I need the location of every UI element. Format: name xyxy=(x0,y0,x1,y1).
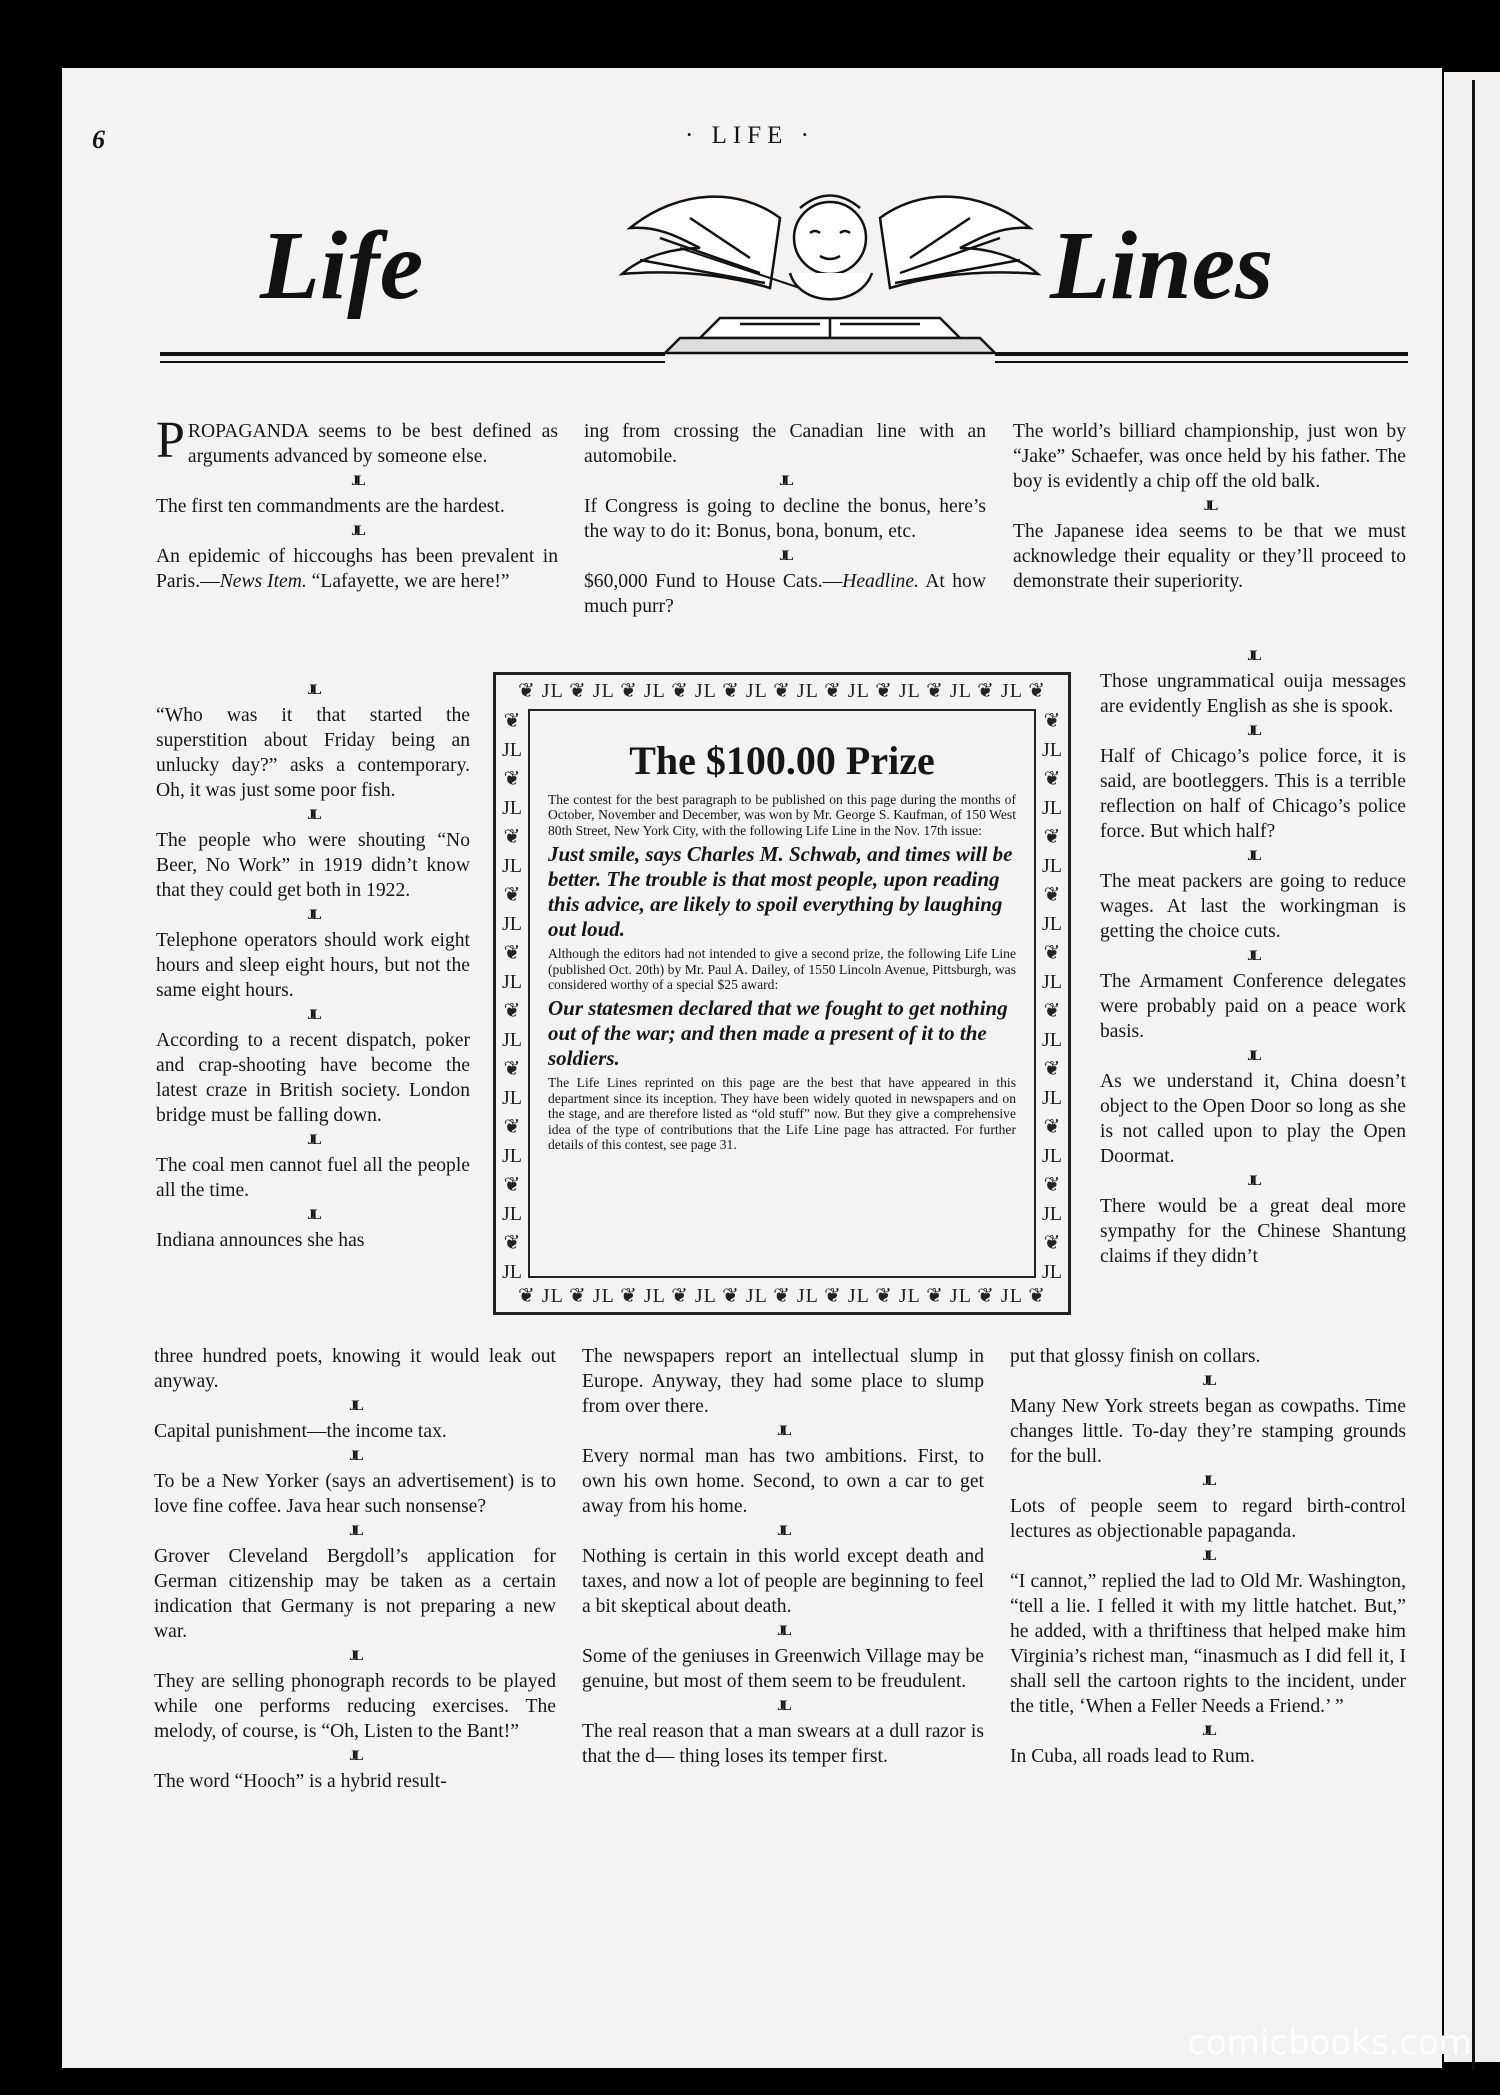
life-line: The people who were shouting “No Beer, No Work” in 1919 didn’t know that they could get both in 1922. xyxy=(156,830,470,901)
life-line: In Cuba, all roads lead to Rum. xyxy=(1010,1746,1255,1767)
column-2-bottom xyxy=(582,1344,984,1769)
winning-life-line: Just smile, says Charles M. Schwab, and times will be better. The trouble is that most people, upon reading this advice, are likely to spoil everything by laughing out loud. xyxy=(548,842,1013,942)
separator: JL xyxy=(1202,1373,1214,1389)
life-line: An epidemic of hiccoughs has been prevalent in Paris.—News Item. “Lafayette, we are here!” xyxy=(156,546,558,592)
life-line: Those ungrammatical ouija messages are evidently English as she is spook. xyxy=(1100,671,1406,717)
column-3-bottom xyxy=(1010,1344,1406,1769)
life-line: The Japanese idea seems to be that we must acknowledge their equality or they’ll proceed to demonstrate their superiority. xyxy=(1013,521,1406,592)
life-line: “I cannot,” replied the lad to Old Mr. Washington, “tell a lie. I felled it with my little hatchet. But,” he added, with a thriftiness that helped make him Virginia’s richest man, “inasmuch as I did fell it, I shall sell the cartoon rights to the incident, under the title, ‘When a Feller Needs a Friend.’ ” xyxy=(1010,1571,1406,1717)
life-line: The word “Hooch” is a hybrid result- xyxy=(154,1771,447,1792)
cherub-illustration xyxy=(622,196,1038,354)
life-line: “Who was it that started the superstition about Friday being an unlucky day?” asks a contemporary. Oh, it was just some poor fish. xyxy=(156,705,470,801)
life-line: put that glossy finish on collars. xyxy=(1010,1346,1261,1367)
separator: JL xyxy=(1247,1048,1259,1064)
running-head: · LIFE · xyxy=(685,122,815,149)
prize-box xyxy=(493,672,1071,1315)
separator: JL xyxy=(777,1423,789,1439)
life-line: The coal men cannot fuel all the people all the time. xyxy=(156,1155,470,1201)
life-line: The real reason that a man swears at a dull razor is that the d— thing loses its temper first. xyxy=(582,1721,984,1767)
life-line: According to a recent dispatch, poker and crap-shooting have become the latest craze in British society. London bridge must be falling down. xyxy=(156,1030,470,1126)
life-line: The first ten commandments are the hardest. xyxy=(156,496,505,517)
second-prize-intro: Although the editors had not intended to give a second prize, the following Life Line (published Oct. 20th) by Mr. Paul A. Dailey, of 1550 Lincoln Avenue, Pittsburgh, was considered worthy of a special $25 award: xyxy=(548,946,1016,993)
life-line: To be a New Yorker (says an advertisement) is to love fine coffee. Java hear such nonsense? xyxy=(154,1471,556,1517)
life-line: Grover Cleveland Bergdoll’s application for German citizenship may be taken as a certain indication that Germany is not preparing a new war. xyxy=(154,1546,556,1642)
life-line: The Armament Conference delegates were probably paid on a peace work basis. xyxy=(1100,971,1406,1042)
separator: JL xyxy=(351,473,363,489)
separator: JL xyxy=(1202,1548,1214,1564)
separator: JL xyxy=(1247,948,1259,964)
separator: JL xyxy=(779,473,791,489)
prize-intro: The contest for the best paragraph to be published on this page during the months of October, November and December, was won by Mr. George S. Kaufman, of 150 West 80th Street, New York City, with the following Life Line in the Nov. 17th issue: xyxy=(548,792,1016,838)
separator: JL xyxy=(1202,1473,1214,1489)
column-1-narrow xyxy=(156,678,470,1253)
column-1-top xyxy=(156,412,558,594)
separator: JL xyxy=(307,1132,319,1148)
page-number: 6 xyxy=(92,125,105,154)
life-line: Telephone operators should work eight hours and sleep eight hours, but not the same eight hours. xyxy=(156,930,470,1001)
life-lines-banner xyxy=(160,178,1408,378)
separator: JL xyxy=(1203,498,1216,514)
separator: JL xyxy=(1247,848,1259,864)
life-line: $60,000 Fund to House Cats.—Headline. At how much purr? xyxy=(584,571,986,617)
ornamental-border-right: ❦ JL ❦ JL ❦ JL ❦ JL ❦ JL ❦ JL ❦ JL ❦ JL ❦ JL ❦ JL xyxy=(1042,710,1062,1280)
life-line: Nothing is certain in this world except death and taxes, and now a lot of people are beginning to feel a bit skeptical about death. xyxy=(582,1546,984,1617)
separator: JL xyxy=(777,1623,789,1639)
life-line: Some of the geniuses in Greenwich Village may be genuine, but most of them seem to be freudulent. xyxy=(582,1646,984,1692)
separator: JL xyxy=(307,682,319,698)
ornamental-border-left: ❦ JL ❦ JL ❦ JL ❦ JL ❦ JL ❦ JL ❦ JL ❦ JL ❦ JL ❦ JL xyxy=(502,710,522,1280)
life-line: Capital punishment—the income tax. xyxy=(154,1421,447,1442)
separator: JL xyxy=(779,548,791,564)
separator: JL xyxy=(349,1448,361,1464)
life-line: As we understand it, China doesn’t object to the Open Door so long as she is not called upon to play the Open Doormat. xyxy=(1100,1071,1406,1167)
life-line: There would be a great deal more sympathy for the Chinese Shantung claims if they didn’t xyxy=(1100,1196,1406,1267)
column-2-top xyxy=(584,419,986,619)
life-line: The world’s billiard championship, just won by “Jake” Schaefer, was once held by his father. The boy is evidently a chip off the old balk. xyxy=(1013,421,1406,492)
life-line: PROPAGANDA seems to be best defined as arguments advanced by someone else. xyxy=(156,412,558,469)
banner-word-left: Life xyxy=(260,212,424,320)
separator: JL xyxy=(777,1698,789,1714)
ornamental-border-bottom: ❦ JL ❦ JL ❦ JL ❦ JL ❦ JL ❦ JL ❦ JL ❦ JL ❦ JL ❦ JL ❦ xyxy=(518,1285,1046,1307)
separator: JL xyxy=(1247,723,1259,739)
separator: JL xyxy=(307,807,319,823)
life-line: Indiana announces she has xyxy=(156,1230,365,1251)
prize-body xyxy=(548,792,1016,1152)
column-3-narrow xyxy=(1100,644,1406,1269)
life-line: The newspapers report an intellectual slump in Europe. Anyway, they had some place to slump from over there. xyxy=(582,1346,984,1417)
life-line: three hundred poets, knowing it would leak out anyway. xyxy=(154,1346,556,1392)
column-3-top xyxy=(1013,419,1406,594)
source-watermark: comicbooks.com xyxy=(1187,2023,1472,2063)
life-line: If Congress is going to decline the bonus, here’s the way to do it: Bonus, bona, bonum, etc. xyxy=(584,496,986,542)
separator: JL xyxy=(307,907,319,923)
separator: JL xyxy=(349,1523,361,1539)
banner-rules xyxy=(160,354,1408,362)
prize-note: The Life Lines reprinted on this page are the best that have appeared in this department since its inception. They have been widely quoted in newspapers and on the stage, and are therefore listed as “old stuff” now. But they give a comprehensive idea of the type of contributions that the Life Line page has attracted. For further details of this contest, see page 31. xyxy=(548,1075,1016,1153)
life-line: Half of Chicago’s police force, it is said, are bootleggers. This is a terrible reflection on half of Chicago’s police force. But which half? xyxy=(1100,746,1406,842)
prize-title: The $100.00 Prize xyxy=(629,738,935,783)
separator: JL xyxy=(1247,1173,1259,1189)
separator: JL xyxy=(349,1398,361,1414)
separator: JL xyxy=(1247,648,1259,664)
life-line: Many New York streets began as cowpaths. Time changes little. To-day they’re stamping grounds for the bull. xyxy=(1010,1396,1406,1467)
banner-word-right: Lines xyxy=(1050,212,1274,320)
separator: JL xyxy=(349,1648,361,1664)
facing-page-rule xyxy=(1472,80,1485,2070)
column-1-bottom xyxy=(154,1344,556,1794)
life-line: ing from crossing the Canadian line with an automobile. xyxy=(584,421,986,467)
drop-cap: P xyxy=(156,412,185,469)
ornamental-border-top: ❦ JL ❦ JL ❦ JL ❦ JL ❦ JL ❦ JL ❦ JL ❦ JL ❦ JL ❦ JL ❦ xyxy=(518,680,1046,702)
separator: JL xyxy=(307,1207,319,1223)
separator: JL xyxy=(777,1523,789,1539)
separator: JL xyxy=(307,1007,319,1023)
separator: JL xyxy=(349,1748,361,1764)
life-line: Lots of people seem to regard birth-control lectures as objectionable papaganda. xyxy=(1010,1496,1406,1542)
separator: JL xyxy=(351,523,363,539)
separator: JL xyxy=(1202,1723,1214,1739)
second-life-line: Our statesmen declared that we fought to get nothing out of the war; and then made a present of it to the soldiers. xyxy=(548,996,1008,1071)
life-line: Every normal man has two ambitions. First, to own his own home. Second, to own a car to get away from his home. xyxy=(582,1446,984,1517)
life-line: The meat packers are going to reduce wages. At last the workingman is getting the choice cuts. xyxy=(1100,871,1406,942)
life-line: They are selling phonograph records to be played while one performs reducing exercises. The melody, of course, is “Oh, Listen to the Bant!” xyxy=(154,1671,556,1742)
